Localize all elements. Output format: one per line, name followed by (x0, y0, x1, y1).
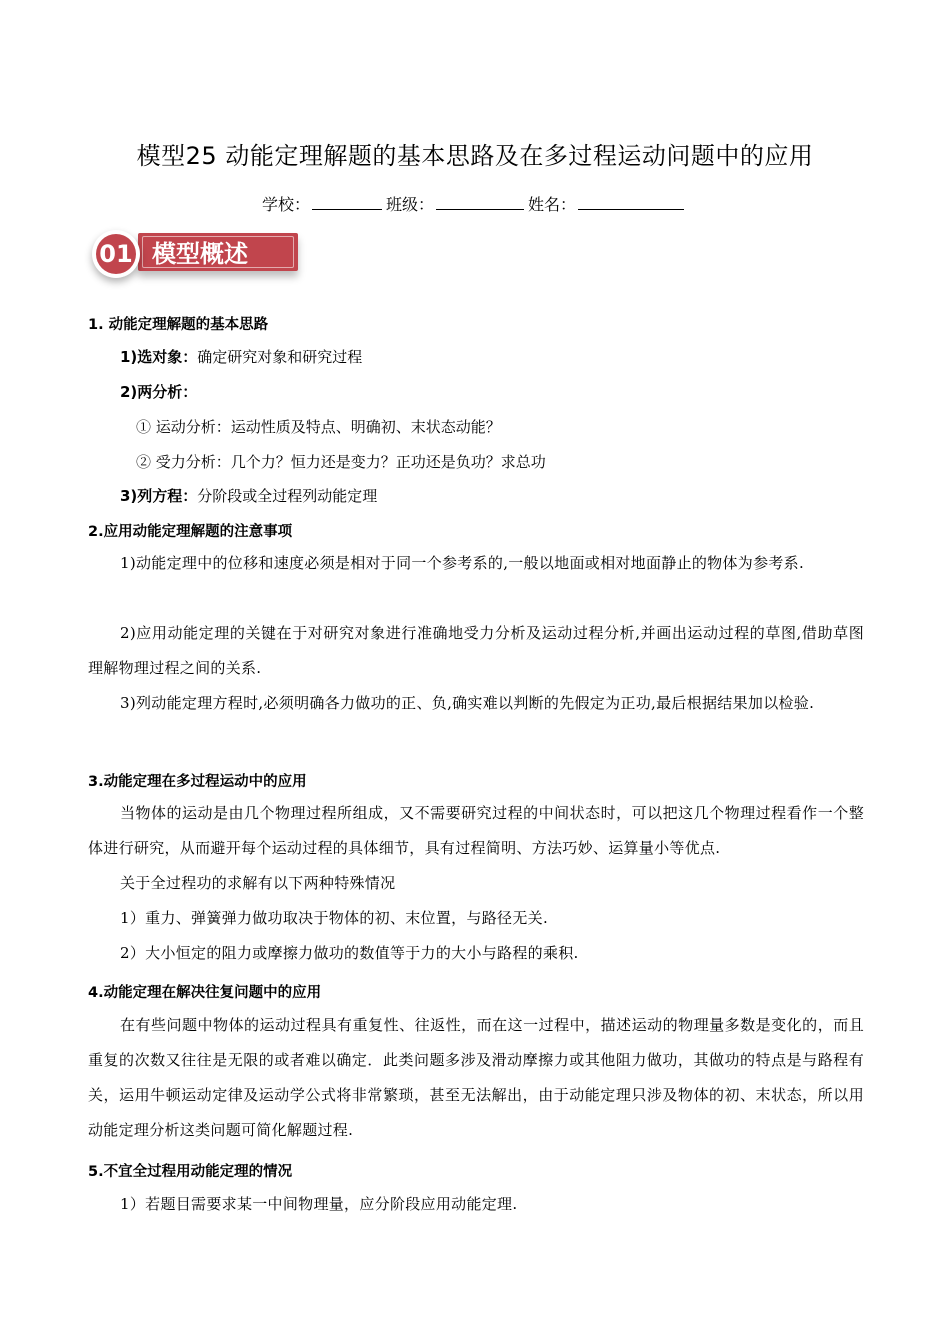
class-label: 班级： (385, 195, 434, 214)
section-4-paragraph-1: 在有些问题中物体的运动过程具有重复性、往返性，而在这一过程中，描述运动的物理量多数是变化的，而且重复的次数又往往是无限的或者难以确定．此类问题多涉及滑动摩擦力或其他阻力做功，其做功的特点是与路程有关，运用牛顿运动定律及运动学公式将非常繁琐，甚至无法解出，由于动能定理只涉及物体的初、末状态，所以用动能定理分析这类问题可简化解题过程. (88, 1016, 864, 1139)
section-5-paragraph-1: 1）若题目需要求某一中间物理量，应分阶段应用动能定理. (120, 1195, 518, 1213)
school-label: 学校： (261, 195, 310, 214)
item-1-label: 1)选对象： (120, 348, 198, 366)
section-1-item-3 (120, 485, 377, 506)
section-1-heading: 1. 动能定理解题的基本思路 (88, 317, 269, 333)
section-2-paragraph-3: 3)列动能定理方程时,必须明确各力做功的正、负,确实难以判断的先假定为正功,最后根据结果加以检验. (120, 694, 815, 712)
name-blank[interactable] (578, 195, 684, 210)
class-blank[interactable] (436, 195, 524, 210)
section-2-heading: 2.应用动能定理解题的注意事项 (88, 524, 293, 540)
section-3-paragraph-4: 2）大小恒定的阻力或摩擦力做功的数值等于力的大小与路程的乘积. (120, 944, 579, 962)
section-1-item-2b: ② 受力分析：几个力？恒力还是变力？正功还是负功？求总功 (136, 453, 546, 471)
section-4-heading: 4.动能定理在解决往复问题中的应用 (88, 985, 322, 1001)
section-badge-label: 模型概述 (152, 240, 248, 268)
section-badge (92, 230, 312, 278)
section-2-paragraph-1: 1)动能定理中的位移和速度必须是相对于同一个参考系的,一般以地面或相对地面静止的物体为参考系. (120, 554, 805, 572)
section-1-item-2 (120, 381, 197, 402)
item-3-text: 分阶段或全过程列动能定理 (197, 487, 378, 505)
section-3-paragraph-3: 1）重力、弹簧弹力做功取决于物体的初、末位置，与路径无关. (120, 909, 549, 927)
section-5-heading: 5.不宜全过程用动能定理的情况 (88, 1164, 293, 1180)
section-number-circle (92, 230, 140, 278)
item-3-label: 3)列方程： (120, 487, 198, 505)
name-label: 姓名： (528, 195, 577, 214)
section-number: 01 (96, 234, 136, 274)
section-1-item-1 (120, 346, 362, 367)
school-blank[interactable] (312, 195, 382, 210)
section-1-item-2a: ① 运动分析：运动性质及特点、明确初、末状态动能？ (136, 418, 501, 436)
item-2-label: 2)两分析： (120, 383, 198, 401)
item-1-text: 确定研究对象和研究过程 (197, 348, 363, 366)
section-2-paragraph-2: 2)应用动能定理的关键在于对研究对象进行准确地受力分析及运动过程分析,并画出运动过程的草图,借助草图理解物理过程之间的关系. (88, 624, 864, 677)
student-info-line (0, 192, 950, 215)
section-3-paragraph-2: 关于全过程功的求解有以下两种特殊情况 (120, 874, 396, 892)
section-3-heading: 3.动能定理在多过程运动中的应用 (88, 774, 307, 790)
page-title: 模型25 动能定理解题的基本思路及在多过程运动问题中的应用 (136, 142, 814, 170)
section-3-paragraph-1: 当物体的运动是由几个物理过程所组成，又不需要研究过程的中间状态时，可以把这几个物理过程看作一个整体进行研究，从而避开每个运动过程的具体细节，具有过程简明、方法巧妙、运算量小等优点. (88, 804, 864, 857)
